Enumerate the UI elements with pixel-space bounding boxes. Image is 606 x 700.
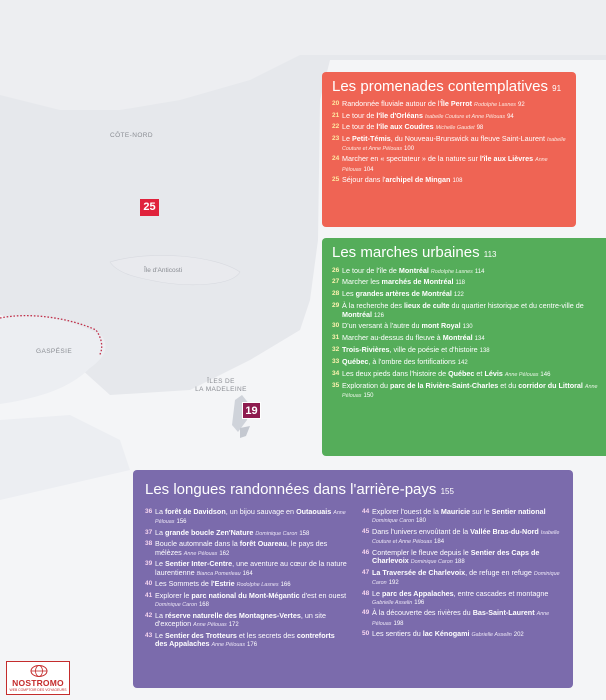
route-page: 146 <box>540 372 551 379</box>
route-page: 192 <box>388 579 399 586</box>
route-place: parc des Appalaches <box>382 588 454 598</box>
route-title <box>342 278 598 287</box>
route-text: Séjour dans l' <box>342 175 386 185</box>
route-place: parc national du Mont-Mégantic <box>191 590 300 600</box>
route-title <box>372 508 565 526</box>
route-number: 25 <box>332 176 340 184</box>
section-title-text: Les marches urbaines <box>332 244 480 261</box>
section-long <box>133 470 573 688</box>
section-title-text: Les promenades contemplatives <box>332 78 548 95</box>
route-item[interactable] <box>145 592 348 610</box>
route-number: 35 <box>332 381 340 389</box>
route-number: 40 <box>145 580 153 588</box>
route-item[interactable] <box>145 632 348 650</box>
route-title <box>342 100 568 109</box>
section-contemplative <box>322 72 576 227</box>
route-author: Anne Pélouas <box>193 622 227 629</box>
route-title <box>372 528 565 547</box>
route-author: Dominique Caron <box>372 518 414 525</box>
route-text: Explorer l'ouest de la <box>372 507 441 516</box>
route-author: Anne Pélouas <box>155 510 346 526</box>
route-number: 32 <box>332 346 340 354</box>
route-title <box>342 123 568 132</box>
route-place: Québec <box>342 357 369 367</box>
route-author: Isabelle Couture et Anne Pélouas <box>424 113 506 120</box>
route-page: 172 <box>228 622 239 629</box>
route-item[interactable] <box>145 580 348 589</box>
route-place: La Traversée de Charlevoix <box>372 567 466 577</box>
route-number: 43 <box>145 631 153 639</box>
route-place: Sentier des Caps de Charlevoix <box>372 547 540 566</box>
route-number: 21 <box>332 111 340 119</box>
route-title <box>342 290 598 299</box>
route-text: Contempler le fleuve depuis le <box>372 547 471 557</box>
route-number: 37 <box>145 528 153 536</box>
route-author: Isabelle Couture et Anne Pélouas <box>342 136 566 152</box>
route-text: La <box>155 527 165 537</box>
route-number: 41 <box>145 591 153 599</box>
route-author: Dominique Caron <box>155 602 197 609</box>
route-author: Rodolphe Lasnes <box>430 268 473 275</box>
route-author: Dominique Caron <box>372 570 560 586</box>
section-page: 91 <box>552 84 562 93</box>
route-author: Rodolphe Lasnes <box>236 582 279 589</box>
route-item[interactable] <box>332 382 598 401</box>
route-text: Explorer le <box>155 590 192 600</box>
route-place: Outaouais <box>296 507 332 516</box>
route-item[interactable] <box>332 370 598 379</box>
route-place: mont Royal <box>421 321 461 331</box>
route-place: Trois-Rivières <box>342 345 390 355</box>
route-page: 92 <box>518 102 525 109</box>
route-title <box>342 322 598 331</box>
route-text: Marcher au-dessus du fleuve à <box>342 333 443 343</box>
route-text: La <box>155 507 165 516</box>
route-title <box>342 370 598 379</box>
route-text: Le tour de <box>342 110 377 120</box>
route-text: Le tour de l'île de <box>342 265 399 275</box>
route-page: 94 <box>507 113 514 120</box>
route-item[interactable] <box>332 176 568 185</box>
route-item[interactable] <box>362 549 565 567</box>
route-number: 49 <box>362 609 370 617</box>
route-text: Les Sommets de <box>155 579 211 589</box>
route-number: 39 <box>145 560 153 568</box>
route-text: , entre cascades et montagne <box>453 588 549 598</box>
route-page: 104 <box>363 166 374 173</box>
route-author: Anne Pélouas <box>183 550 218 557</box>
globe-icon <box>29 664 49 678</box>
route-item[interactable] <box>332 290 598 299</box>
route-item[interactable] <box>362 508 565 526</box>
route-author: Gabrielle Asselin <box>372 599 413 606</box>
route-text: sur le <box>470 507 492 516</box>
route-item[interactable] <box>145 529 348 538</box>
route-place: Vallée Bras-du-Nord <box>470 526 539 536</box>
route-title <box>155 540 348 558</box>
nostromo-logo <box>6 661 70 695</box>
route-item[interactable] <box>362 590 565 608</box>
route-text: Marcher en « spectateur » de la nature sur <box>342 154 480 164</box>
route-author: Rodolphe Lasnes <box>474 102 517 109</box>
route-number: 36 <box>145 508 153 515</box>
route-title <box>342 382 598 401</box>
route-title <box>155 560 348 578</box>
route-text: Marcher les <box>342 277 382 287</box>
route-place: lac Kénogami <box>422 629 470 639</box>
route-text: , ville de poésie et d'histoire <box>389 345 478 355</box>
route-title <box>155 632 348 650</box>
route-page: 164 <box>242 570 253 577</box>
madeleine-label-line1: ÎLES DE <box>207 378 235 385</box>
route-place: Mauricie <box>440 507 471 516</box>
route-text: Le tour de <box>342 122 377 132</box>
route-author: Anne Pélouas <box>342 383 598 400</box>
route-number: 38 <box>145 540 153 548</box>
route-page: 180 <box>415 518 426 525</box>
route-place: Québec <box>448 369 475 379</box>
route-number: 50 <box>362 630 370 638</box>
route-author: Anne Pélouas <box>372 611 550 627</box>
route-author: Anne Pélouas <box>504 372 539 379</box>
route-list <box>332 267 598 401</box>
route-number: 20 <box>332 100 340 108</box>
gaspesie-label: GASPÉSIE <box>36 348 73 355</box>
route-author: Dominique Caron <box>255 530 298 537</box>
route-page: 126 <box>373 312 384 319</box>
route-item[interactable] <box>362 569 565 588</box>
route-place: l'île aux Coudres <box>376 122 434 132</box>
route-place: l'Estrie <box>210 579 235 589</box>
route-place: archipel de Mingan <box>385 175 451 185</box>
route-text: , une aventure au cœur de la nature laurentienne <box>155 559 347 577</box>
route-place: contreforts des Appalaches <box>155 630 335 648</box>
route-page: 198 <box>393 620 404 627</box>
route-title <box>342 346 598 355</box>
route-author: Isabelle Couture et Anne Pélouas <box>372 529 560 546</box>
route-number: 42 <box>145 611 153 619</box>
logo-tagline: WEB COMPTOIR DES VOYAGEURS <box>9 688 67 692</box>
route-text: Les deux pieds dans l'histoire de <box>342 369 449 379</box>
route-place: grande boucle Zen'Nature <box>165 527 254 537</box>
route-number: 47 <box>362 568 370 576</box>
route-page: 188 <box>454 559 465 566</box>
route-item[interactable] <box>145 560 348 578</box>
madeleine-label <box>186 378 256 394</box>
route-page: 166 <box>280 582 291 589</box>
route-number: 33 <box>332 358 340 366</box>
route-number: 24 <box>332 155 340 163</box>
route-page: 168 <box>198 602 209 609</box>
route-title <box>155 529 348 538</box>
logo-name: NOSTROMO <box>12 678 64 688</box>
route-place: lieux de culte <box>403 301 450 311</box>
route-number: 27 <box>332 278 340 286</box>
route-item[interactable] <box>332 278 598 287</box>
route-place: Montréal <box>342 309 372 319</box>
route-place: l'île d'Orléans <box>376 110 423 120</box>
route-text: Randonnée fluviale autour de l' <box>342 99 441 109</box>
route-title <box>372 569 565 588</box>
route-text: Le <box>155 630 165 640</box>
route-page: 130 <box>462 324 473 331</box>
route-text: D'un versant à l'autre du <box>342 321 422 331</box>
route-author: Michelle Gaudet <box>435 125 475 132</box>
route-place: Sentier Inter-Centre <box>165 559 233 569</box>
route-number: 31 <box>332 334 340 342</box>
route-item[interactable] <box>332 302 598 320</box>
route-place: Petit-Témis <box>352 133 391 143</box>
route-number: 28 <box>332 290 340 298</box>
route-page: 176 <box>247 641 258 648</box>
section-title-text: Les longues randonnées dans l'arrière-pays <box>145 481 437 498</box>
route-item[interactable] <box>145 540 348 558</box>
route-text: Les sentiers du <box>372 629 423 639</box>
route-number: 22 <box>332 123 340 131</box>
route-item[interactable] <box>332 112 568 121</box>
route-item[interactable] <box>362 609 565 628</box>
route-title <box>372 549 565 567</box>
route-list-left <box>145 508 348 652</box>
route-place: Lévis <box>484 369 503 379</box>
map-marker-19[interactable]: 19 <box>242 402 261 419</box>
route-number: 30 <box>332 322 340 330</box>
route-text: Le <box>372 588 382 598</box>
route-page: 114 <box>474 268 485 275</box>
route-number: 45 <box>362 527 370 535</box>
route-title <box>342 112 568 121</box>
route-place: Montréal <box>442 333 473 343</box>
route-text: Boucle automnale dans la <box>155 539 240 549</box>
route-text: et <box>474 369 485 379</box>
route-author: Dominique Caron <box>410 559 453 566</box>
route-place: Sentier des Trotteurs <box>165 630 237 640</box>
route-page: 158 <box>299 530 310 537</box>
route-title <box>342 302 598 320</box>
route-page: 122 <box>453 292 464 299</box>
route-item[interactable] <box>332 334 598 343</box>
route-item[interactable] <box>332 346 598 355</box>
route-text: À la découverte des rivières du <box>372 608 473 618</box>
route-item[interactable] <box>362 630 565 639</box>
route-title <box>342 358 598 367</box>
route-page: 202 <box>513 632 524 639</box>
route-text: , un bijou sauvage en <box>225 507 297 516</box>
route-title <box>342 155 568 174</box>
route-text: du quartier historique et du centre-ville de <box>449 301 584 311</box>
route-item[interactable] <box>332 155 568 174</box>
route-number: 44 <box>362 508 370 515</box>
route-number: 34 <box>332 370 340 378</box>
cote-nord-label: CÔTE-NORD <box>110 132 153 139</box>
anticosti-label: Île d'Anticosti <box>144 267 183 274</box>
route-title <box>155 612 348 630</box>
route-place: Montréal <box>398 265 429 275</box>
route-text: , de refuge en refuge <box>465 567 532 577</box>
route-page: 134 <box>474 336 485 343</box>
route-text: Dans l'univers envoûtant de la <box>372 526 471 536</box>
route-place: l'île aux Lièvres <box>479 154 534 164</box>
route-author: Bianca Pomerleau <box>196 570 241 577</box>
route-page: 142 <box>457 360 468 367</box>
section-page: 155 <box>440 487 454 496</box>
route-place: corridor du Littoral <box>518 380 583 390</box>
route-text: , du Nouveau-Brunswick au fleuve Saint-Laurent <box>390 133 545 143</box>
route-page: 138 <box>479 348 490 355</box>
route-item[interactable] <box>332 123 568 132</box>
route-text: Exploration du <box>342 380 390 390</box>
route-place: réserve naturelle des Montagnes-Vertes <box>165 610 301 620</box>
section-urban <box>322 238 606 456</box>
route-number: 48 <box>362 589 370 597</box>
route-page: 100 <box>404 145 415 152</box>
route-place: Bas-Saint-Laurent <box>472 608 535 618</box>
route-title <box>372 609 565 628</box>
route-text: Le <box>342 133 352 143</box>
route-title <box>342 135 568 154</box>
route-page: 162 <box>219 550 230 557</box>
route-page: 108 <box>452 178 463 185</box>
route-item[interactable] <box>332 135 568 154</box>
route-text: Les <box>342 289 356 299</box>
route-list <box>332 100 568 185</box>
route-item[interactable] <box>332 322 598 331</box>
route-title <box>372 630 565 639</box>
route-list-right <box>362 508 565 652</box>
route-title <box>155 508 348 527</box>
route-title <box>155 580 348 589</box>
route-title <box>342 267 598 276</box>
route-item[interactable] <box>362 528 565 547</box>
route-page: 184 <box>434 539 445 546</box>
route-item[interactable] <box>332 100 568 109</box>
route-page: 150 <box>363 393 374 400</box>
route-title <box>342 176 568 185</box>
route-number: 29 <box>332 302 340 310</box>
route-place: parc de la Rivière-Saint-Charles <box>389 380 499 390</box>
route-text: La <box>155 610 165 620</box>
route-item[interactable] <box>145 508 348 527</box>
section-title <box>145 481 565 501</box>
route-number: 26 <box>332 266 340 274</box>
route-title <box>155 592 348 610</box>
section-page: 113 <box>483 250 497 259</box>
madeleine-label-line2: LA MADELEINE <box>195 386 247 394</box>
route-page: 118 <box>455 280 466 287</box>
route-title <box>372 590 565 608</box>
route-text: et du <box>498 380 519 390</box>
route-place: forêt de Davidson <box>165 507 226 516</box>
route-text: , à l'ombre des fortifications <box>368 357 456 367</box>
route-page: 156 <box>176 519 187 526</box>
route-author: Gabrielle Asselin <box>471 632 512 639</box>
map-marker-25[interactable]: 25 <box>140 199 159 216</box>
route-page: 196 <box>414 599 425 606</box>
route-number: 46 <box>362 548 370 556</box>
route-text: Le <box>155 559 165 569</box>
route-page: 98 <box>476 125 484 132</box>
route-text: , un site d'exception <box>155 610 326 629</box>
route-author: Anne Pélouas <box>211 641 246 648</box>
route-text: À la recherche des <box>342 301 404 311</box>
route-text: et les secrets des <box>236 630 297 640</box>
route-place: grandes artères de Montréal <box>355 289 452 299</box>
route-text: d'est en ouest <box>299 590 347 600</box>
route-item[interactable] <box>332 267 598 276</box>
route-place: Sentier national <box>491 507 546 516</box>
route-place: forêt Ouareau <box>239 539 287 549</box>
route-number: 23 <box>332 134 340 142</box>
route-title <box>342 334 598 343</box>
route-item[interactable] <box>332 358 598 367</box>
route-place: Île Perrot <box>440 99 473 109</box>
section-title <box>332 78 568 98</box>
route-item[interactable] <box>145 612 348 630</box>
route-text: , le pays des mélèzes <box>155 539 328 557</box>
route-author: Anne Pélouas <box>342 157 548 173</box>
route-place: marchés de Montréal <box>381 277 454 287</box>
section-title <box>332 244 598 264</box>
